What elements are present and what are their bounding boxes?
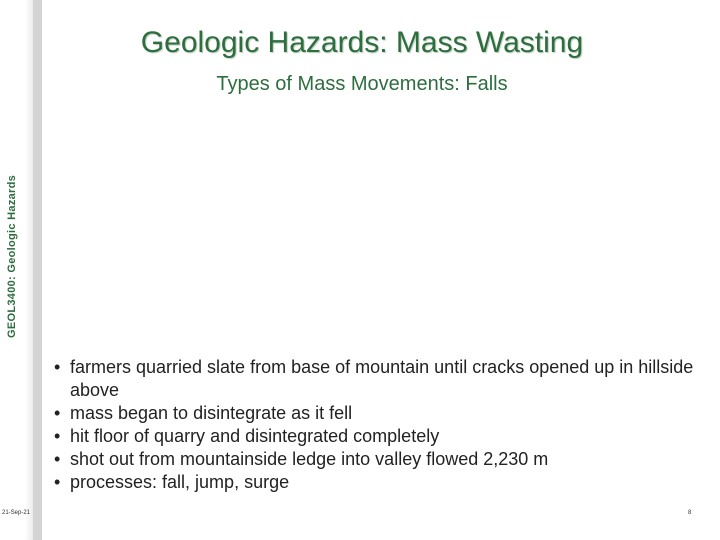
slide-subtitle: Types of Mass Movements: Falls	[216, 73, 508, 95]
bullet-item: • farmers quarried slate from base of mountain until cracks opened up in hillside above	[54, 356, 694, 402]
date-label: 21-Sep-21	[2, 510, 31, 516]
bullet-item: • processes: fall, jump, surge	[54, 471, 694, 494]
bullet-list	[54, 356, 694, 494]
bullet-item: • hit floor of quarry and disintegrated completely	[54, 425, 694, 448]
bullet-item: • shot out from mountainside ledge into valley flowed 2,230 m	[54, 448, 694, 471]
course-label-text: GEOL3400: Geologic Hazards	[6, 174, 18, 338]
page-number: 8	[688, 510, 692, 516]
bullet-item: • mass began to disintegrate as it fell	[54, 402, 694, 425]
slide-title: Geologic Hazards: Mass Wasting	[140, 26, 584, 59]
